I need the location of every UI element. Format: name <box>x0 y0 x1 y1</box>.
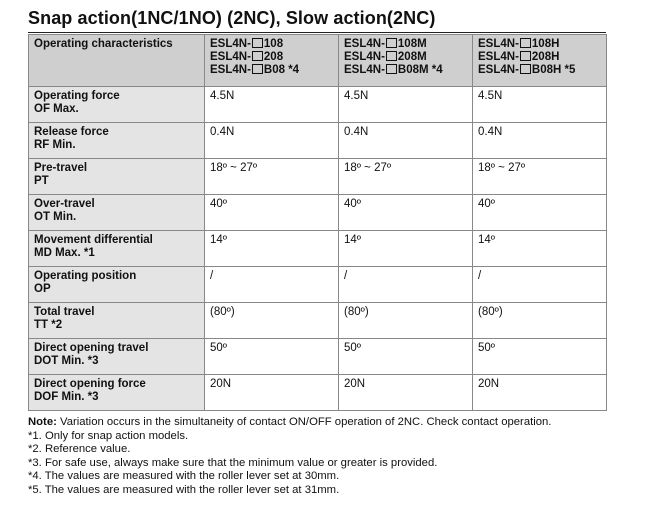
row-label: Operating force OF Max. <box>29 87 205 123</box>
table-cell: (80º) <box>339 303 473 339</box>
table-cell: 50º <box>473 339 607 375</box>
row-label: Operating position OP <box>29 267 205 303</box>
footnote: *1. Only for snap action models. <box>28 429 189 442</box>
table-cell: 0.4N <box>339 123 473 159</box>
table-cell: / <box>339 267 473 303</box>
placeholder-box-icon <box>252 38 263 48</box>
table-row <box>29 339 607 375</box>
table-cell: 50º <box>205 339 339 375</box>
operating-characteristics-table <box>28 34 607 411</box>
placeholder-box-icon <box>386 64 397 74</box>
table-row <box>29 195 607 231</box>
header-model-col-1 <box>205 35 339 87</box>
table-row <box>29 159 607 195</box>
table-cell: (80º) <box>473 303 607 339</box>
footnote: *4. The values are measured with the roller lever set at 30mm. <box>28 470 340 482</box>
placeholder-box-icon <box>386 38 397 48</box>
table-cell: 20N <box>205 375 339 411</box>
table-row <box>29 123 607 159</box>
header-label: Operating characteristics <box>29 35 205 87</box>
model-line: ESL4N- 108 <box>210 38 284 50</box>
row-label: Direct opening force DOF Min. *3 <box>29 375 205 411</box>
table-row <box>29 267 607 303</box>
row-label: Direct opening travel DOT Min. *3 <box>29 339 205 375</box>
table-cell: 4.5N <box>205 87 339 123</box>
table-cell: 18º ~ 27º <box>473 159 607 195</box>
table-cell: 20N <box>473 375 607 411</box>
placeholder-box-icon <box>520 64 531 74</box>
table-cell: 40º <box>339 195 473 231</box>
model-line: ESL4N- 208H <box>478 51 560 63</box>
footnote: *2. Reference value. <box>28 443 131 455</box>
model-line: ESL4N- 208 <box>210 51 284 63</box>
table-cell: 0.4N <box>473 123 607 159</box>
table-row <box>29 375 607 411</box>
table-cell: 40º <box>473 195 607 231</box>
table-cell: 18º ~ 27º <box>339 159 473 195</box>
model-line: ESL4N- B08M *4 <box>344 64 443 76</box>
header-model-col-2 <box>339 35 473 87</box>
table-row <box>29 87 607 123</box>
table-cell: 0.4N <box>205 123 339 159</box>
table-cell: 4.5N <box>339 87 473 123</box>
model-line: ESL4N- 108M <box>344 38 427 50</box>
table-cell: 14º <box>205 231 339 267</box>
table-cell: 18º ~ 27º <box>205 159 339 195</box>
model-line: ESL4N- 208M <box>344 51 427 63</box>
model-line: ESL4N- B08 *4 <box>210 64 300 76</box>
header-model-col-3 <box>473 35 607 87</box>
placeholder-box-icon <box>386 51 397 61</box>
note-main: Note: Variation occurs in the simultaneity of contact ON/OFF operation of 2NC. Check contact operation. <box>28 416 552 428</box>
table-cell: 14º <box>339 231 473 267</box>
table-header-row <box>29 35 607 87</box>
table-cell: 20N <box>339 375 473 411</box>
placeholder-box-icon <box>252 64 263 74</box>
notes-section <box>28 416 628 497</box>
footnote: *3. For safe use, always make sure that the minimum value or greater is provided. <box>28 456 438 469</box>
table-row <box>29 231 607 267</box>
table-cell: 4.5N <box>473 87 607 123</box>
model-line: ESL4N- 108H <box>478 38 560 50</box>
row-label: Release force RF Min. <box>29 123 205 159</box>
footnote: *5. The values are measured with the roller lever set at 31mm. <box>28 483 340 496</box>
placeholder-box-icon <box>520 51 531 61</box>
row-label: Total travel TT *2 <box>29 303 205 339</box>
row-label: Movement differential MD Max. *1 <box>29 231 205 267</box>
model-line: ESL4N- B08H *5 <box>478 64 576 76</box>
table-cell: (80º) <box>205 303 339 339</box>
table-cell: 14º <box>473 231 607 267</box>
table-cell: 50º <box>339 339 473 375</box>
placeholder-box-icon <box>520 38 531 48</box>
table-cell: / <box>205 267 339 303</box>
placeholder-box-icon <box>252 51 263 61</box>
row-label: Over-travel OT Min. <box>29 195 205 231</box>
table-cell: 40º <box>205 195 339 231</box>
table-cell: / <box>473 267 607 303</box>
row-label: Pre-travel PT <box>29 159 205 195</box>
title-underline <box>28 32 606 33</box>
section-title: Snap action(1NC/1NO) (2NC), Slow action(2NC) <box>28 8 436 28</box>
table-row <box>29 303 607 339</box>
